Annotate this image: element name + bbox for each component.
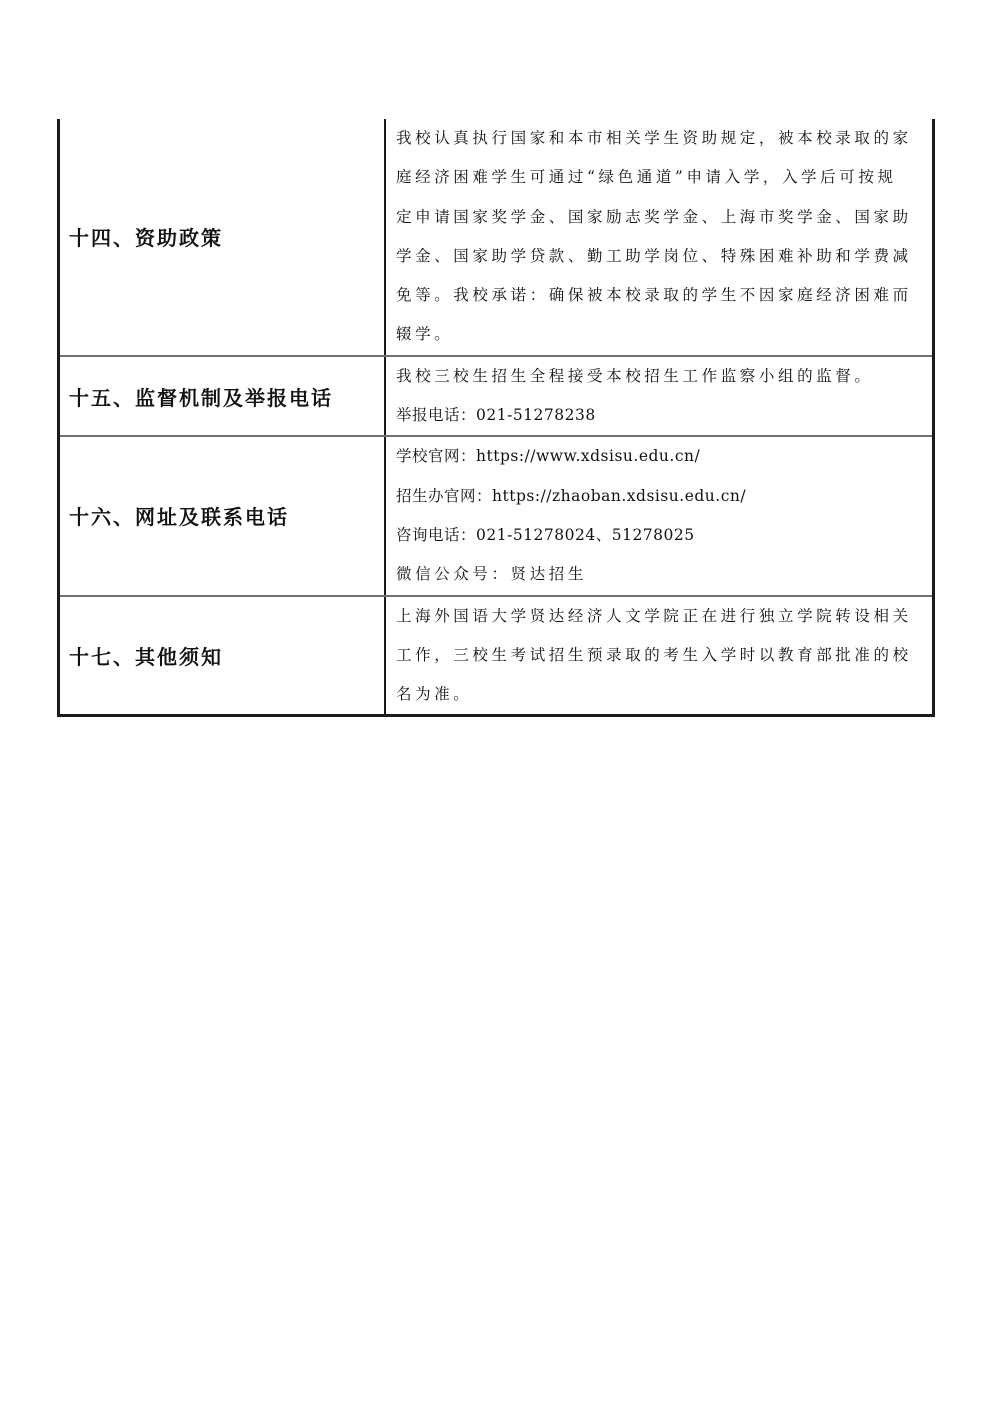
section-title-supervision: 十五、监督机制及举报电话 (59, 356, 386, 437)
section-content-contact (385, 436, 934, 595)
section-content-other-notes (385, 596, 934, 716)
section-title-financial-aid: 十四、资助政策 (59, 119, 386, 356)
section-title-other-notes: 十七、其他须知 (59, 596, 386, 716)
text-line: 上海外国语大学贤达经济人文学院正在进行独立学院转设相关 (396, 606, 912, 625)
text-line: 定申请国家奖学金、国家励志奖学金、上海市奖学金、国家助 (396, 207, 912, 226)
text-line: 我校三校生招生全程接受本校招生工作监察小组的监督。 (396, 366, 874, 385)
text-line: 名为准。 (396, 685, 473, 704)
admissions-website-link[interactable]: 招生办官网：https://zhaoban.xdsisu.edu.cn/ (396, 486, 747, 505)
text-line: 工作，三校生考试招生预录取的考生入学时以教育部批准的校 (396, 645, 912, 664)
text-line: 辍学。 (396, 325, 454, 344)
text-line: 我校认真执行国家和本市相关学生资助规定，被本校录取的家 (396, 129, 912, 147)
school-website-link[interactable]: 学校官网：https://www.xdsisu.edu.cn/ (396, 447, 701, 466)
table-row-contact (59, 436, 934, 595)
section-content-supervision (385, 356, 934, 437)
text-line: 学金、国家助学贷款、勤工助学岗位、特殊困难补助和学费减 (396, 246, 912, 265)
section-content-financial-aid (385, 119, 934, 356)
consult-phone: 咨询电话：021-51278024、51278025 (396, 525, 695, 544)
report-phone: 举报电话：021-51278238 (396, 406, 596, 425)
text-line: 免等。我校承诺：确保被本校录取的学生不因家庭经济困难而 (396, 286, 912, 305)
table-row-other-notes (59, 596, 934, 716)
wechat-account: 微信公众号：贤达招生 (396, 565, 588, 584)
text-line: 庭经济困难学生可通过“绿色通道”申请入学，入学后可按规 (396, 168, 897, 187)
section-title-contact: 十六、网址及联系电话 (59, 436, 386, 595)
admissions-info-table (57, 119, 935, 717)
table-row-financial-aid (59, 119, 934, 356)
table-row-supervision (59, 356, 934, 437)
